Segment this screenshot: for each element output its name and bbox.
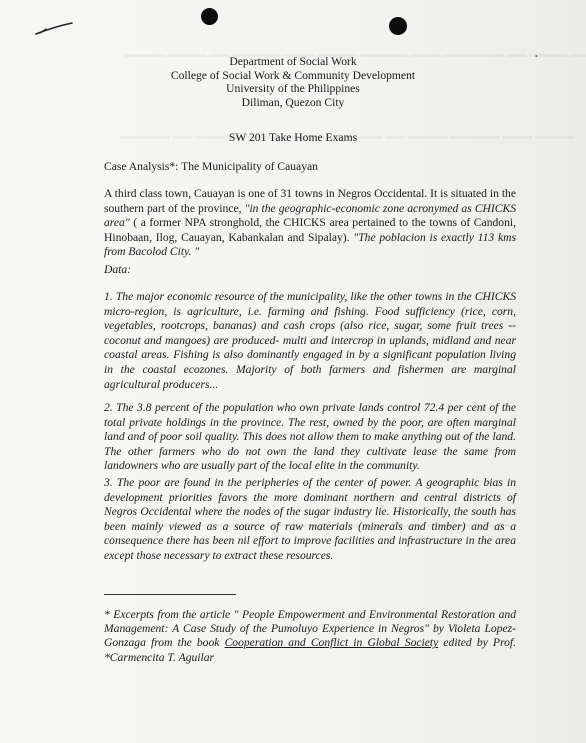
footnote: * Excerpts from the article " People Empowerment and Environmental Restoration and Management: A Case Study of the Pumoluyo Experience in Negros" by Violeta Lopez-Gonzaga from the book Cooperation and Conflict in Global Society edited by Prof. *Carmencita T. Aguilar [104, 608, 516, 664]
document-title: SW 201 Take Home Exams [228, 131, 358, 144]
book-title: Cooperation and Conflict in Global Society [224, 636, 439, 650]
case-label: Case Analysis*: [104, 160, 179, 173]
data-heading: Data: [104, 263, 132, 276]
data-item-1: 1. The major economic resource of the municipality, like the other towns in the CHICKS micro-region, is agriculture, i.e. farming and fishing. Food sufficiency (rice, corn, vegetables, rootcrops, bananas) and cash crops (also rice, sugar, some fruit trees -- coconut and mangoes) are produced- multi and intercrop in uplands, midland and near coastal areas. Fishing is also dominantly engaged in by a significant population living in the coastal ecozones. Majority of both farmers and fishermen are marginal agricultural producers... [104, 290, 516, 391]
punch-hole [201, 8, 218, 25]
university-line: University of the Philippines [226, 82, 360, 96]
college-line: College of Social Work & Community Development [170, 68, 416, 82]
intro-paragraph: A third class town, Cauayan is one of 31 towns in Negros Occidental. It is situated in the southern part of the province, "in the geographic-economic zone acronymed as CHICKS area" ( a former NPA stronghold, the CHICKS area pertained to the towns of Candoni, Hinobaan, Ilog, Cauayan, Kabankalan and Sipalay). "The poblacion is exactly 113 kms from Bacolod City. " [104, 187, 516, 259]
letterhead [0, 55, 586, 110]
footnote-divider [104, 594, 236, 595]
punch-hole [389, 17, 407, 35]
case-title: The Municipality of Cauayan [181, 160, 318, 173]
data-item-3: 3. The poor are found in the peripheries of the center of power. A geographic bias in development priorities favors the more dominant northern and central districts of Negros Occidental where the nodes of the sugar industry lie. Historically, the south has been mainly viewed as a source of raw materials (minerals and timber) and as a consequence there has been nil effort to improve facilities and infrastructure in the area except those necessary to extract these resources. [104, 476, 516, 562]
case-analysis-line [104, 160, 516, 175]
data-item-2: 2. The 3.8 percent of the population who own private lands control 72.4 per cent of the total private holdings in the province. The rest, owned by the poor, are often marginal land and of poor soil quality. This does not allow them to make anything out of the land. The other farmers who do not own the land they cultivate lease the same from landowners who are usually part of the local elite in the community. [104, 401, 516, 473]
department-line: Department of Social Work [229, 55, 357, 68]
stray-mark: • [535, 52, 538, 61]
pen-mark-icon [34, 20, 74, 38]
address-line: Diliman, Quezon City [241, 96, 345, 110]
